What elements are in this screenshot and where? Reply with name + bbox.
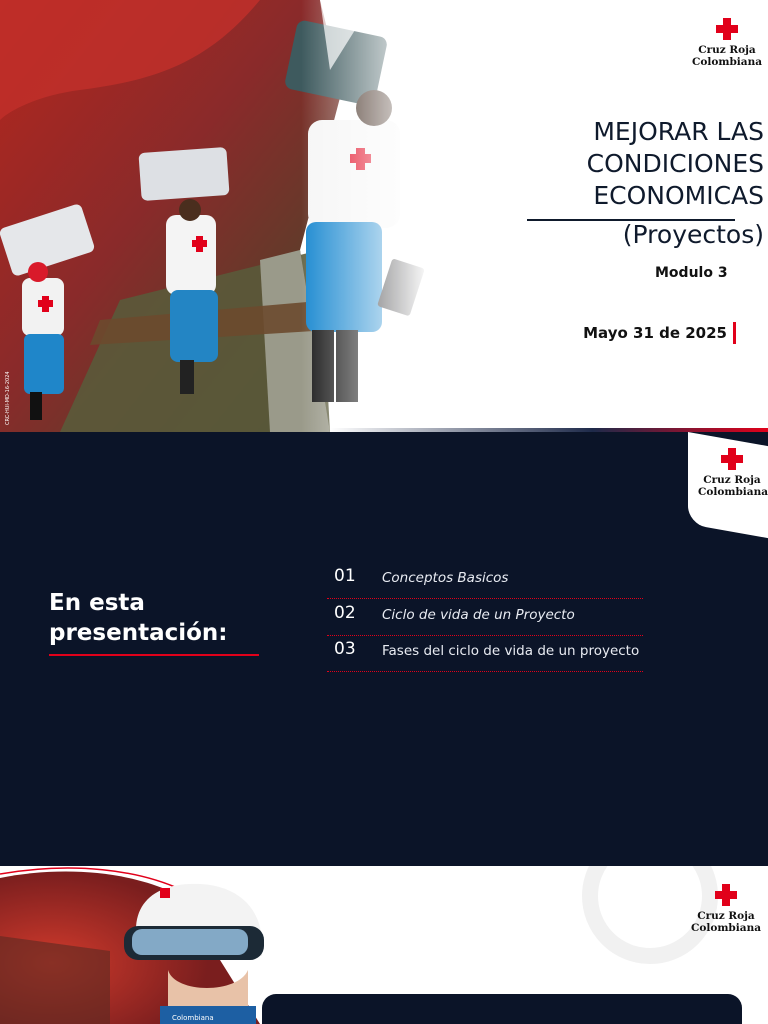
red-cross-icon xyxy=(715,884,737,906)
slide-1-title xyxy=(0,0,768,432)
slide-3-preview xyxy=(0,866,768,1024)
module-label: Modulo 3 xyxy=(655,265,728,281)
cruz-roja-logo xyxy=(690,884,762,934)
agenda-number: 01 xyxy=(334,566,356,586)
presentation-date: Mayo 31 de 2025 xyxy=(583,324,727,342)
dark-content-panel xyxy=(262,994,742,1024)
cruz-roja-logo xyxy=(692,18,762,68)
slide-title: MEJORAR LAS CONDICIONES ECONOMICAS xyxy=(586,117,764,210)
agenda-item xyxy=(327,635,643,672)
logo-text: Cruz Roja Colombiana xyxy=(692,44,763,68)
slide-subtitle: (Proyectos) xyxy=(622,220,764,249)
agenda-heading: En esta presentación: xyxy=(49,590,228,646)
cruz-roja-logo xyxy=(698,448,766,498)
agenda-text: Conceptos Basicos xyxy=(382,570,509,586)
red-cross-icon xyxy=(716,18,738,40)
heading-underline xyxy=(49,654,259,656)
logo-text: Cruz Roja Colombiana xyxy=(698,474,768,498)
agenda-text: Fases del ciclo de vida de un proyecto xyxy=(382,643,640,659)
logo-text: Cruz Roja Colombiana xyxy=(690,910,762,934)
mask-text: Colombiana xyxy=(172,1014,214,1022)
agenda-number: 02 xyxy=(334,603,356,623)
slide-2-agenda xyxy=(0,432,768,866)
date-accent-bar xyxy=(733,322,736,344)
volunteers-carrying-boxes-photo xyxy=(0,0,430,432)
agenda-item xyxy=(327,599,643,636)
agenda-number: 03 xyxy=(334,639,356,659)
agenda-item xyxy=(327,562,643,599)
red-cross-icon xyxy=(721,448,743,470)
photo-credit: CRC-HUI-MD-16-2024 xyxy=(5,371,11,425)
agenda-text: Ciclo de vida de un Proyecto xyxy=(382,607,575,623)
